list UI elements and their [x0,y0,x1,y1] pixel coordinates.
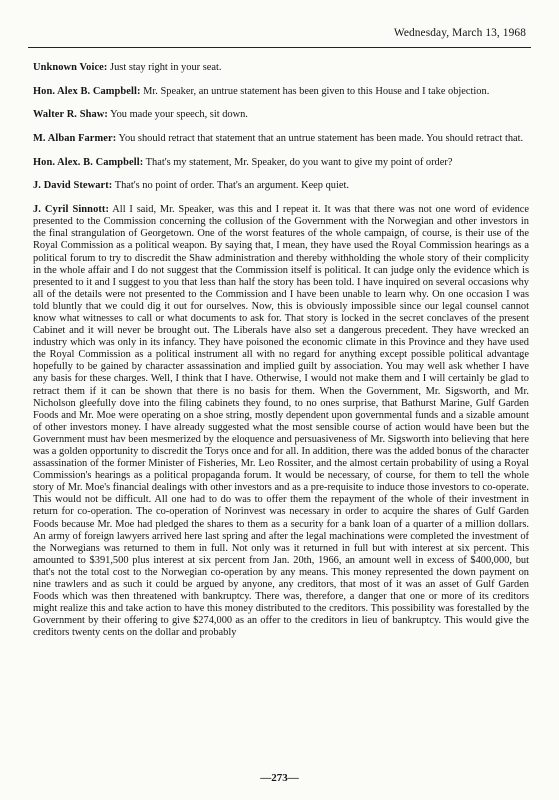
speech-paragraph [33,180,529,192]
transcript-body [33,62,529,640]
page-header-date: Wednesday, March 13, 1968 [393,27,526,39]
speech-paragraph [33,133,529,145]
speech-text: That's my statement, Mr. Speaker, do you want to give my point of order? [143,156,453,168]
speaker-name: Hon. Alex. B. Campbell: [33,156,144,168]
speech-paragraph [33,62,529,74]
speaker-name: Hon. Alex B. Campbell: [33,85,141,97]
speech-text: Mr. Speaker, an untrue statement has been given to this House and I take objection. [140,85,490,97]
speech-text: All I said, Mr. Speaker, was this and I repeat it. It was that there was not one word of evidence presented to the Commission concerning the collusion of the Government with the Norwegian and other investors in the final strangulation of Georgetown. One of the worst features of the whole campaign, of course, is their use of the Royal Commission as a political weapon. By saying that, I mean, they have used the Royal Commission hearings as a political forum to try to discredit the Shaw administration and thereby withholding the whole story of their complicity in the whole affair and I do not suggest that the Commission itself is political. It can judge only the evidence which is presented to it and I suggest to you that less than half the story has been told. I have inquired on several occasions why all of the details were not presented to the Commission and I have been unable to learn why. On one occasion I was told bluntly that we could dig it out for ourselves. Now, this is obviously impossible since our legal counsel cannot know what witnesses to call or what documents to ask for. That story is locked in the secret conclaves of the present Cabinet and it will never be brought out. The Liberals have also set a dangerous precedent. They have wrecked an industry which was only in its infancy. They have poisoned the economic climate in this Province and they have used the Royal Commission as a political instrument all with no regard for anything except possible political advantage hopefully to be gained by character assassination and implied guilt by association. You may well ask whether I have any basis for these charges. Well, I think that I have. Otherwise, I would not make them and I will certainly be glad to retract them if it can be shown that there is no basis for them. When the Government, Mr. Sigsworth, and Mr. Nicholson gleefully dove into the filing cabinets they found, to no ones surprise, that Bathurst Marine, Gulf Garden Foods and Mr. Moe were operating on a shoe string, mostly dependent upon governmental funds and a sizable amount of other investors money. I have already suggested what the most sensible course of action would have been but the Government must hav been mesmerized by the eloquence and persuasiveness of Mr. Sigsworth into believing that here was a golden opportunity to discredit the Torys once and for all. In addition, there was the added bonus of the character assassination of the former Minister of Fisheries, Mr. Leo Rossiter, and the almost certain probability of using a Royal Commission's hearings as a political propaganda forum. It would be necessary, of course, for them to tell the whole story of Mr. Moe's financial dealings with other investors and as a pre-requisite to induce those investors to co-operate. This would not be difficult. All one had to do was to offer them the repayment of the whole of their investment in return for co-operation. The co-operation of Norinvest was necessary in order to acquire the shares of Gulf Garden Foods because Mr. Moe had pledged the shares to them as a security for a bank loan of a quarter of a million dollars. An army of foreign lawyers arrived here last spring and after the legal machinations were completed the investment of the Norwegians was returned to them in full. Not only was it returned in full but with interest at six percent. This amounted to $391,500 plus interest at six percent from Jan. 20th, 1966, an amount well in excess of $400,000, but that's not the total cost to the Norwegian co-operation by any means. This money represented the down payment on nine trawlers and as such it could be argued by anyone, any creditors, that most of it was an asset of Gulf Garden Foods which was then threatened with bankruptcy. There was, therefore, a danger that one or more of its creditors might realize this and take action to have this money distributed to the creditors. This possibility was forestalled by the Government by their offering to give $274,000 as an offer to the creditors in lieu of bankruptcy. This would give the creditors twenty cents on the dollar and probably [33,204,529,639]
page-number: —273— [260,772,299,784]
speech-paragraph [33,109,529,121]
speaker-name: J. Cyril Sinnott: [33,204,110,216]
speech-paragraph [33,157,529,169]
speaker-name: M. Alban Farmer: [33,133,117,145]
speaker-name: Unknown Voice: [33,62,108,73]
header-rule [28,47,531,48]
speaker-name: Walter R. Shaw: [33,109,108,121]
speech-text: You made your speech, sit down. [107,109,248,121]
speech-paragraph [33,204,529,639]
speech-paragraph [33,86,529,98]
speaker-name: J. David Stewart: [33,180,113,192]
speech-text: Just stay right in your seat. [107,62,222,73]
speech-text: You should retract that statement that an untrue statement has been made. You should retract that. [116,133,524,145]
speech-text: That's no point of order. That's an argument. Keep quiet. [112,180,349,192]
